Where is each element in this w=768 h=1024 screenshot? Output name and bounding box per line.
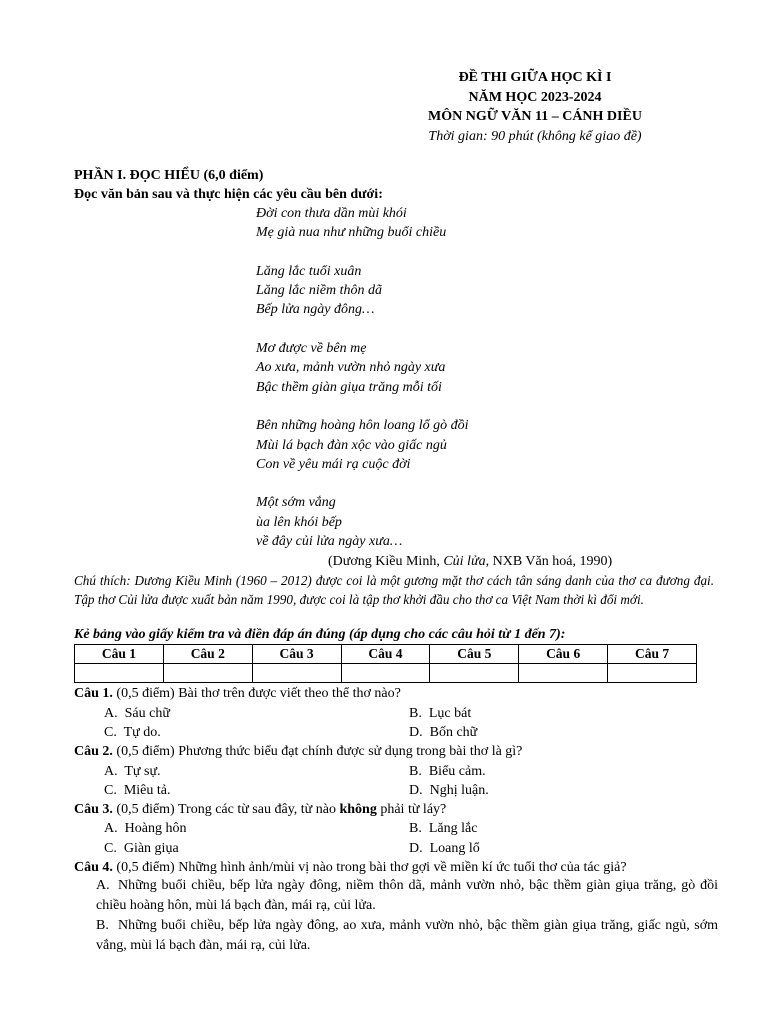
answer-table-header — [75, 645, 697, 664]
poem-source — [328, 552, 612, 571]
answer-header-cell: Câu 7 — [608, 645, 697, 664]
question-label: Câu 4. — [74, 860, 113, 875]
poem-blank — [256, 320, 469, 339]
option-text: Loang lổ — [429, 841, 480, 856]
question-text: (0,5 điểm) Trong các từ sau đây, từ nào — [112, 802, 340, 817]
answer-table-row — [75, 664, 697, 683]
section-title: PHẦN I. ĐỌC HIỂU (6,0 điểm) — [74, 168, 264, 183]
option-d — [409, 723, 477, 742]
source-author: (Dương Kiều Minh, — [328, 554, 444, 569]
question-text: (0,5 điểm) Những hình ảnh/mùi vị nào trong bài thơ gợi về miền kí ức tuổi thơ của tác giả? — [112, 860, 627, 875]
poem-line: Lăng lắc niềm thôn dã — [256, 283, 382, 299]
poem-line: Một sớm vắng — [256, 495, 336, 511]
option-b — [96, 916, 718, 956]
option-text: Sáu chữ — [124, 706, 170, 721]
answer-cell — [341, 664, 430, 683]
poem-line: Bên những hoàng hôn loang lổ gò đồi — [256, 418, 469, 434]
poem-line: Con về yêu mái rạ cuộc đời — [256, 456, 411, 472]
option-text: Bốn chữ — [429, 725, 478, 740]
exam-title: ĐỀ THI GIỮA HỌC KÌ I — [458, 70, 612, 85]
option-text: Giàn giụa — [123, 841, 179, 856]
option-key: D. — [409, 783, 423, 798]
option-key: B. — [409, 821, 422, 836]
option-key: A. — [104, 764, 118, 779]
answer-cell — [519, 664, 608, 683]
option-a — [96, 876, 718, 916]
source-title: Củi lửa — [443, 554, 486, 569]
option-text: Nghị luận. — [429, 783, 489, 798]
option-key: B. — [409, 764, 422, 779]
subject: MÔN NGỮ VĂN 11 – CÁNH DIỀU — [428, 109, 642, 124]
answer-cell — [252, 664, 341, 683]
option-text: Lục bát — [428, 706, 472, 721]
option-key: C. — [104, 725, 117, 740]
source-publisher: , NXB Văn hoá, 1990) — [485, 554, 613, 569]
answer-cell — [163, 664, 252, 683]
poem-line: Lăng lắc tuổi xuân — [256, 263, 362, 279]
option-c — [104, 781, 171, 800]
option-b — [409, 762, 486, 781]
option-text: Những buổi chiều, bếp lửa ngày đông, ao xưa, mảnh vườn nhỏ, bậc thềm giàn giụa trăng, giấc ngủ, sớm vắng, mùi lá bạch đàn, mái rạ, củi lửa. — [96, 918, 718, 953]
option-d — [409, 781, 489, 800]
option-key: A. — [104, 821, 118, 836]
duration: Thời gian: 90 phút (không kể giao đề) — [428, 128, 642, 144]
answer-header-cell: Câu 4 — [341, 645, 430, 664]
question-4 — [74, 858, 627, 877]
poem-blank — [256, 243, 469, 262]
table-instruction: Kẻ bảng vào giấy kiểm tra và điền đáp án đúng (áp dụng cho các câu hỏi từ 1 đến 7): — [74, 627, 566, 642]
answer-cell — [75, 664, 164, 683]
option-text: Miêu tả. — [123, 783, 171, 798]
option-key: C. — [104, 783, 117, 798]
option-a — [104, 819, 186, 838]
poem-blank — [256, 474, 469, 493]
poem-line: Bếp lửa ngày đông… — [256, 302, 375, 318]
question-2 — [74, 742, 522, 761]
poem-line: Đời con thưa dần mùi khói — [256, 206, 407, 221]
question-label: Câu 1. — [74, 686, 113, 701]
answer-header-cell: Câu 6 — [519, 645, 608, 664]
option-b — [409, 819, 477, 838]
answer-cell — [430, 664, 519, 683]
answer-header-cell: Câu 5 — [430, 645, 519, 664]
option-text: Tự sự. — [124, 764, 161, 779]
option-text: Những buổi chiều, bếp lửa ngày đông, niềm thôn dã, mảnh vườn nhỏ, bậc thềm giàn giụa trăng, gò đồi chiều hoàng hôn, mùi lá bạch đàn, mái rạ, củi lửa. — [96, 878, 718, 913]
question-label: Câu 3. — [74, 802, 113, 817]
question-3 — [74, 800, 446, 819]
school-year: NĂM HỌC 2023-2024 — [468, 89, 602, 105]
question-emphasis: không — [339, 802, 377, 817]
exam-header — [380, 68, 690, 146]
footnote: Chú thích: Dương Kiều Minh (1960 – 2012) được coi là một gương mặt thơ cách tân sáng danh của thơ ca đương đại. Tập thơ Củi lửa được xuất bản năm 1990, được coi là tập thơ khởi đầu cho thơ ca Việt Nam thời kì đổi mới. — [74, 573, 714, 607]
answer-cell — [608, 664, 697, 683]
poem-line: ùa lên khói bếp — [256, 514, 342, 530]
option-text: Tự do. — [123, 725, 161, 740]
question-text: (0,5 điểm) Bài thơ trên được viết theo thể thơ nào? — [112, 686, 401, 701]
option-key: B. — [409, 706, 422, 721]
poem — [256, 204, 469, 551]
option-key: D. — [409, 725, 423, 740]
answer-header-cell: Câu 1 — [75, 645, 164, 664]
option-text: Biểu cảm. — [428, 764, 486, 779]
poem-line: Mẹ già nua như những buổi chiều — [256, 225, 447, 241]
option-c — [104, 723, 161, 742]
option-key: A. — [96, 878, 110, 893]
option-text: Lăng lắc — [428, 821, 478, 836]
option-d — [409, 839, 480, 858]
answer-header-cell: Câu 3 — [252, 645, 341, 664]
poem-line: Ao xưa, mảnh vườn nhỏ ngày xưa — [256, 360, 446, 376]
poem-line: Bậc thềm giàn giụa trăng mỗi tối — [256, 379, 442, 395]
poem-line: về đây củi lửa ngày xưa… — [256, 534, 403, 550]
option-key: C. — [104, 841, 117, 856]
option-text: Hoàng hôn — [124, 821, 187, 836]
option-key: D. — [409, 841, 423, 856]
poem-line: Mơ được về bên mẹ — [256, 341, 367, 357]
option-a — [104, 704, 170, 723]
question-text: phải từ láy? — [376, 802, 447, 817]
option-b — [409, 704, 471, 723]
option-a — [104, 762, 161, 781]
option-key: A. — [104, 706, 118, 721]
answer-table — [74, 644, 697, 683]
poem-blank — [256, 397, 469, 416]
option-c — [104, 839, 179, 858]
question-label: Câu 2. — [74, 744, 113, 759]
answer-header-cell: Câu 2 — [163, 645, 252, 664]
poem-line: Mùi lá bạch đàn xộc vào giấc ngủ — [256, 437, 447, 453]
question-1 — [74, 684, 401, 703]
section-instruction: Đọc văn bản sau và thực hiện các yêu cầu bên dưới: — [74, 187, 383, 202]
question-text: (0,5 điểm) Phương thức biểu đạt chính được sử dụng trong bài thơ là gì? — [112, 744, 523, 759]
option-key: B. — [96, 918, 109, 933]
